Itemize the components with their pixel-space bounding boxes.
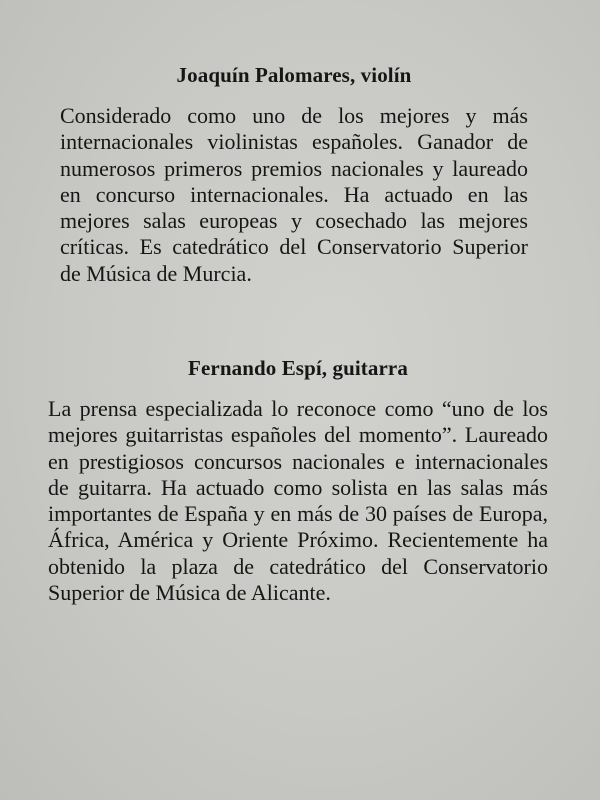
biography-fernando-espi xyxy=(48,355,548,606)
biography-text-fernando-espi: La prensa especializada lo reconoce como “uno de los mejores guitarristas españoles del momento”. Laureado en prestigiosos concursos nacionales e internacionales de guitarra. Ha actuado como solista en las salas más importantes de España y en más de 30 países de Europa, África, América y Oriente Próximo. Recientemente ha obtenido la plaza de catedrático del Conservatorio Superior de Música de Alicante. xyxy=(48,396,548,606)
performer-heading-fernando-espi: Fernando Espí, guitarra xyxy=(188,356,408,380)
performer-heading-joaquin-palomares: Joaquín Palomares, violín xyxy=(176,63,412,87)
biography-joaquin-palomares xyxy=(60,62,528,287)
biography-text-joaquin-palomares: Considerado como uno de los mejores y más internacionales violinistas españoles. Ganador de numerosos primeros premios nacionales y laureado en concurso internacionales. Ha actuado en las mejores salas europeas y cosechado las mejores críticas. Es catedrático del Conservatorio Superior de Música de Murcia. xyxy=(60,103,528,286)
